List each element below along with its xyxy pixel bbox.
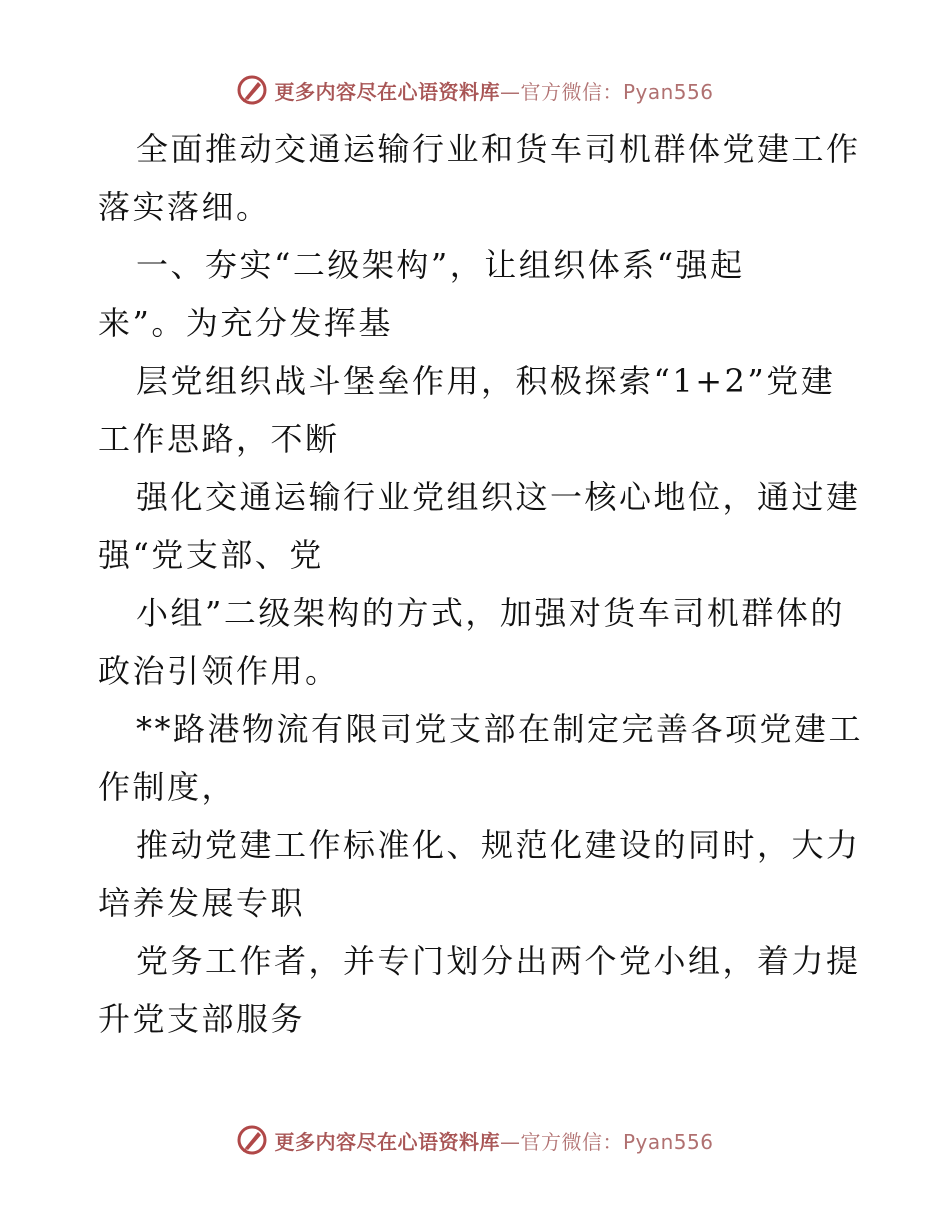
footer-watermark-banner — [0, 1120, 950, 1160]
banner-contact-text: 官方微信：Pyan556 — [520, 79, 714, 104]
paragraph-line: 党务工作者，并专门划分出两个党小组，着力提 — [136, 942, 861, 980]
document-body — [98, 120, 864, 1048]
banner-separator: — — [499, 79, 521, 104]
paragraph-line: 落实落细。 — [98, 188, 271, 226]
paragraph-line: 培养发展专职 — [98, 884, 306, 922]
pen-logo-icon — [236, 1124, 268, 1156]
paragraph-line: 政治引领作用。 — [98, 652, 340, 690]
banner-brand-text: 更多内容尽在心语资料库 — [274, 79, 500, 104]
paragraph-line: 来”。为充分发挥基 — [98, 304, 393, 342]
pen-logo-icon — [236, 74, 268, 106]
paragraph-line: 强“党支部、党 — [98, 536, 324, 574]
paragraph-line: 一、夯实“二级架构”，让组织体系“强起 — [136, 246, 745, 284]
header-watermark-banner — [0, 70, 950, 110]
paragraph-line: 升党支部服务 — [98, 1000, 306, 1038]
paragraph-line: 层党组织战斗堡垒作用，积极探索“1+2”党建 — [136, 362, 836, 400]
banner-contact-text: 官方微信：Pyan556 — [520, 1129, 714, 1154]
paragraph-line: 工作思路，不断 — [98, 420, 340, 458]
paragraph-line: 强化交通运输行业党组织这一核心地位，通过建 — [136, 478, 861, 516]
paragraph-line: **路港物流有限司党支部在制定完善各项党建工 — [136, 710, 864, 748]
paragraph-line: 推动党建工作标准化、规范化建设的同时，大力 — [136, 826, 861, 864]
banner-separator: — — [499, 1129, 521, 1154]
banner-brand-text: 更多内容尽在心语资料库 — [274, 1129, 500, 1154]
paragraph-line: 全面推动交通运输行业和货车司机群体党建工作 — [136, 130, 861, 168]
paragraph-line: 作制度， — [98, 768, 237, 806]
paragraph-line: 小组”二级架构的方式，加强对货车司机群体的 — [136, 594, 845, 632]
